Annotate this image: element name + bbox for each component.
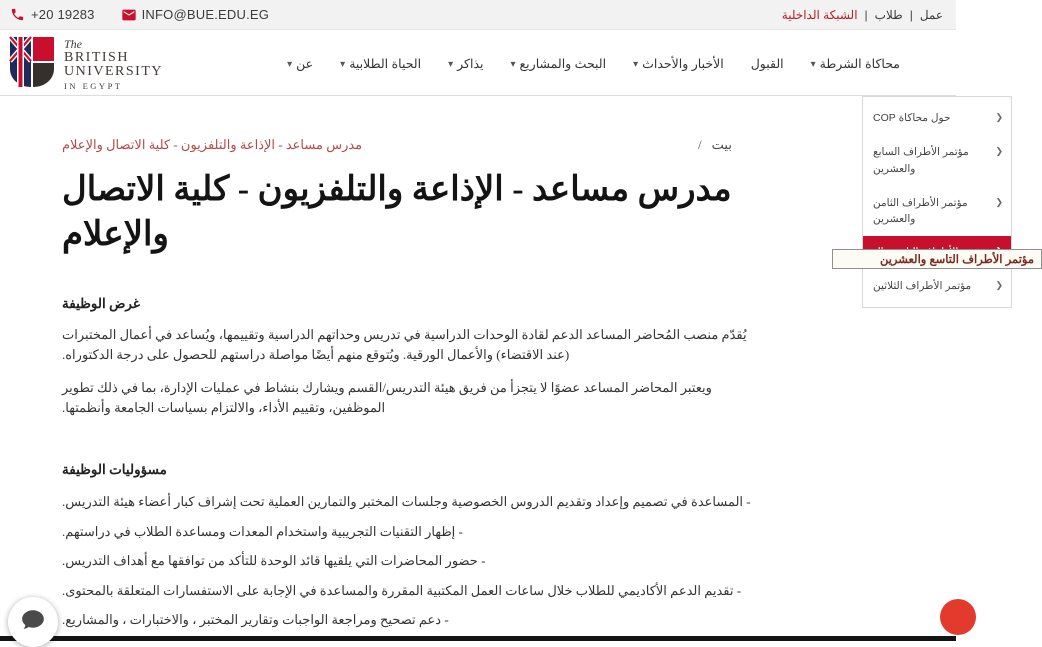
nav-item-label: الحياة الطلابية <box>349 56 422 71</box>
bue-logo[interactable] <box>8 35 163 94</box>
duties-list <box>62 492 756 630</box>
breadcrumb <box>62 136 756 158</box>
purpose-paragraph-2: ويعتبر المحاضر المساعد عضوًا لا يتجزأ من فريق هيئة التدريس/القسم ويشارك بنشاط في عمليات الإدارة، بما في ذلك تطوير الموظفين، وتقييم الأداء، والالتزام بسياسات الجامعة وأنظمتها. <box>62 380 712 416</box>
chat-launcher-button[interactable] <box>8 597 58 647</box>
bue-shield-icon <box>8 35 56 94</box>
cop-menu-item-label: مؤتمر الأطراف السابع والعشرين <box>873 146 969 175</box>
main-nav <box>287 30 900 96</box>
cop-menu-item[interactable] <box>863 135 1011 186</box>
nav-item-label: يذاكر <box>457 56 484 71</box>
breadcrumb-home-group <box>698 137 732 153</box>
edge-action-button[interactable] <box>940 599 976 635</box>
chevron-down-icon <box>511 56 516 70</box>
purpose-heading: غرض الوظيفة <box>62 295 140 311</box>
phone-contact[interactable] <box>10 7 95 22</box>
duty-item: - حضور المحاضرات التي يلقيها قائد الوحدة للتأكد من توافقها مع أهداف التدريس. <box>62 553 486 569</box>
breadcrumb-home-link[interactable]: بيت <box>711 137 732 152</box>
top-utility-bar <box>0 0 956 30</box>
cop-menu-item[interactable] <box>863 269 1011 303</box>
nav-item-label: الأخبار والأحداث <box>642 56 724 71</box>
menu-item-tooltip: مؤتمر الأطراف التاسع والعشرين <box>832 249 1042 269</box>
phone-icon <box>10 7 25 22</box>
cop-menu-item[interactable] <box>863 101 1011 135</box>
chevron-down-icon <box>287 56 292 70</box>
cop-dropdown-menu <box>862 96 1012 308</box>
nav-item[interactable] <box>751 56 784 71</box>
email-icon <box>121 7 136 22</box>
duty-item: - تقديم الدعم الأكاديمي للطلاب خلال ساعات العمل المكتبية المقررة والمساعدة في الإجابة على الاستفسارات المتعلقة بالمحتوى. <box>62 582 742 598</box>
phone-number: +20 19283 <box>31 7 95 22</box>
nav-item[interactable] <box>340 56 421 71</box>
duty-item: - إظهار التقنيات التجريبية واستخدام المعدات ومساعدة الطلاب في دراستهم. <box>62 523 463 539</box>
nav-item-label: البحث والمشاريع <box>519 56 607 71</box>
nav-item[interactable] <box>811 56 900 71</box>
cop-menu-item-label: مؤتمر الأطراف الثامن والعشرين <box>873 196 968 226</box>
purpose-paragraph-1: يُقدّم منصب المُحاضر المساعد الدعم لقادة الوحدات الدراسية في تدريس وحداتهم الدراسية وتقييمها، ويُساعد في أعمال المختبرات (عند الاقتضاء) والأعمال الورقية. ويُتوقع منهم أيضًا مواصلة دراستهم للحصول على درجة الدكتوراه. <box>62 326 747 362</box>
logo-line-british: BRITISH <box>64 49 129 65</box>
top-link[interactable]: الشبكة الداخلية <box>781 8 858 22</box>
nav-item-label: عن <box>296 56 314 71</box>
chevron-down-icon <box>811 56 816 70</box>
email-address: INFO@BUE.EDU.EG <box>141 7 270 22</box>
cop-menu-item[interactable] <box>863 186 1011 237</box>
top-links <box>775 0 950 30</box>
nav-item[interactable] <box>511 56 607 71</box>
duty-item: - دعم تصحيح ومراجعة الواجبات وتقارير المختبر ، والاختبارات ، والمشاريع. <box>62 612 449 628</box>
chevron-down-icon <box>340 56 345 70</box>
email-contact[interactable] <box>121 7 269 22</box>
duties-heading: مسؤوليات الوظيفة <box>62 462 167 478</box>
main-content <box>62 130 756 640</box>
breadcrumb-separator: / <box>698 137 702 152</box>
chat-bubble-icon <box>20 607 46 638</box>
main-navbar <box>0 30 956 96</box>
page-title: مدرس مساعد - الإذاعة والتلفزيون - كلية الاتصال والإعلام <box>62 171 732 253</box>
duty-item: - المساعدة في تصميم وإعداد وتقديم الدروس الخصوصية وجلسات المختبر والتمارين العملية تحت إشراف كبار أعضاء هيئة التدريس. <box>62 494 751 510</box>
nav-item[interactable] <box>287 56 313 71</box>
logo-line-the: The <box>64 37 82 52</box>
logo-wordmark <box>64 38 163 91</box>
cop-menu-item-label: حول محاكاة COP <box>873 112 951 124</box>
logo-line-inegypt: IN EGYPT <box>64 81 123 92</box>
top-link-divider: | <box>909 8 913 22</box>
top-link-divider: | <box>864 8 868 22</box>
nav-item[interactable] <box>448 56 483 71</box>
top-link[interactable]: عمل <box>919 8 943 22</box>
top-link[interactable]: طلاب <box>874 8 903 22</box>
nav-item-label: محاكاة الشرطة <box>819 56 900 71</box>
logo-line-university: UNIVERSITY <box>64 64 163 80</box>
nav-item[interactable] <box>633 56 724 71</box>
cop-menu-item-label: مؤتمر الأطراف الثلاثين <box>873 279 972 292</box>
bottom-bar <box>0 636 956 641</box>
nav-item-label: القبول <box>750 56 784 71</box>
breadcrumb-current[interactable]: مدرس مساعد - الإذاعة والتلفزيون - كلية الاتصال والإعلام <box>62 137 363 152</box>
chevron-down-icon <box>448 56 453 70</box>
chevron-down-icon <box>633 56 638 70</box>
